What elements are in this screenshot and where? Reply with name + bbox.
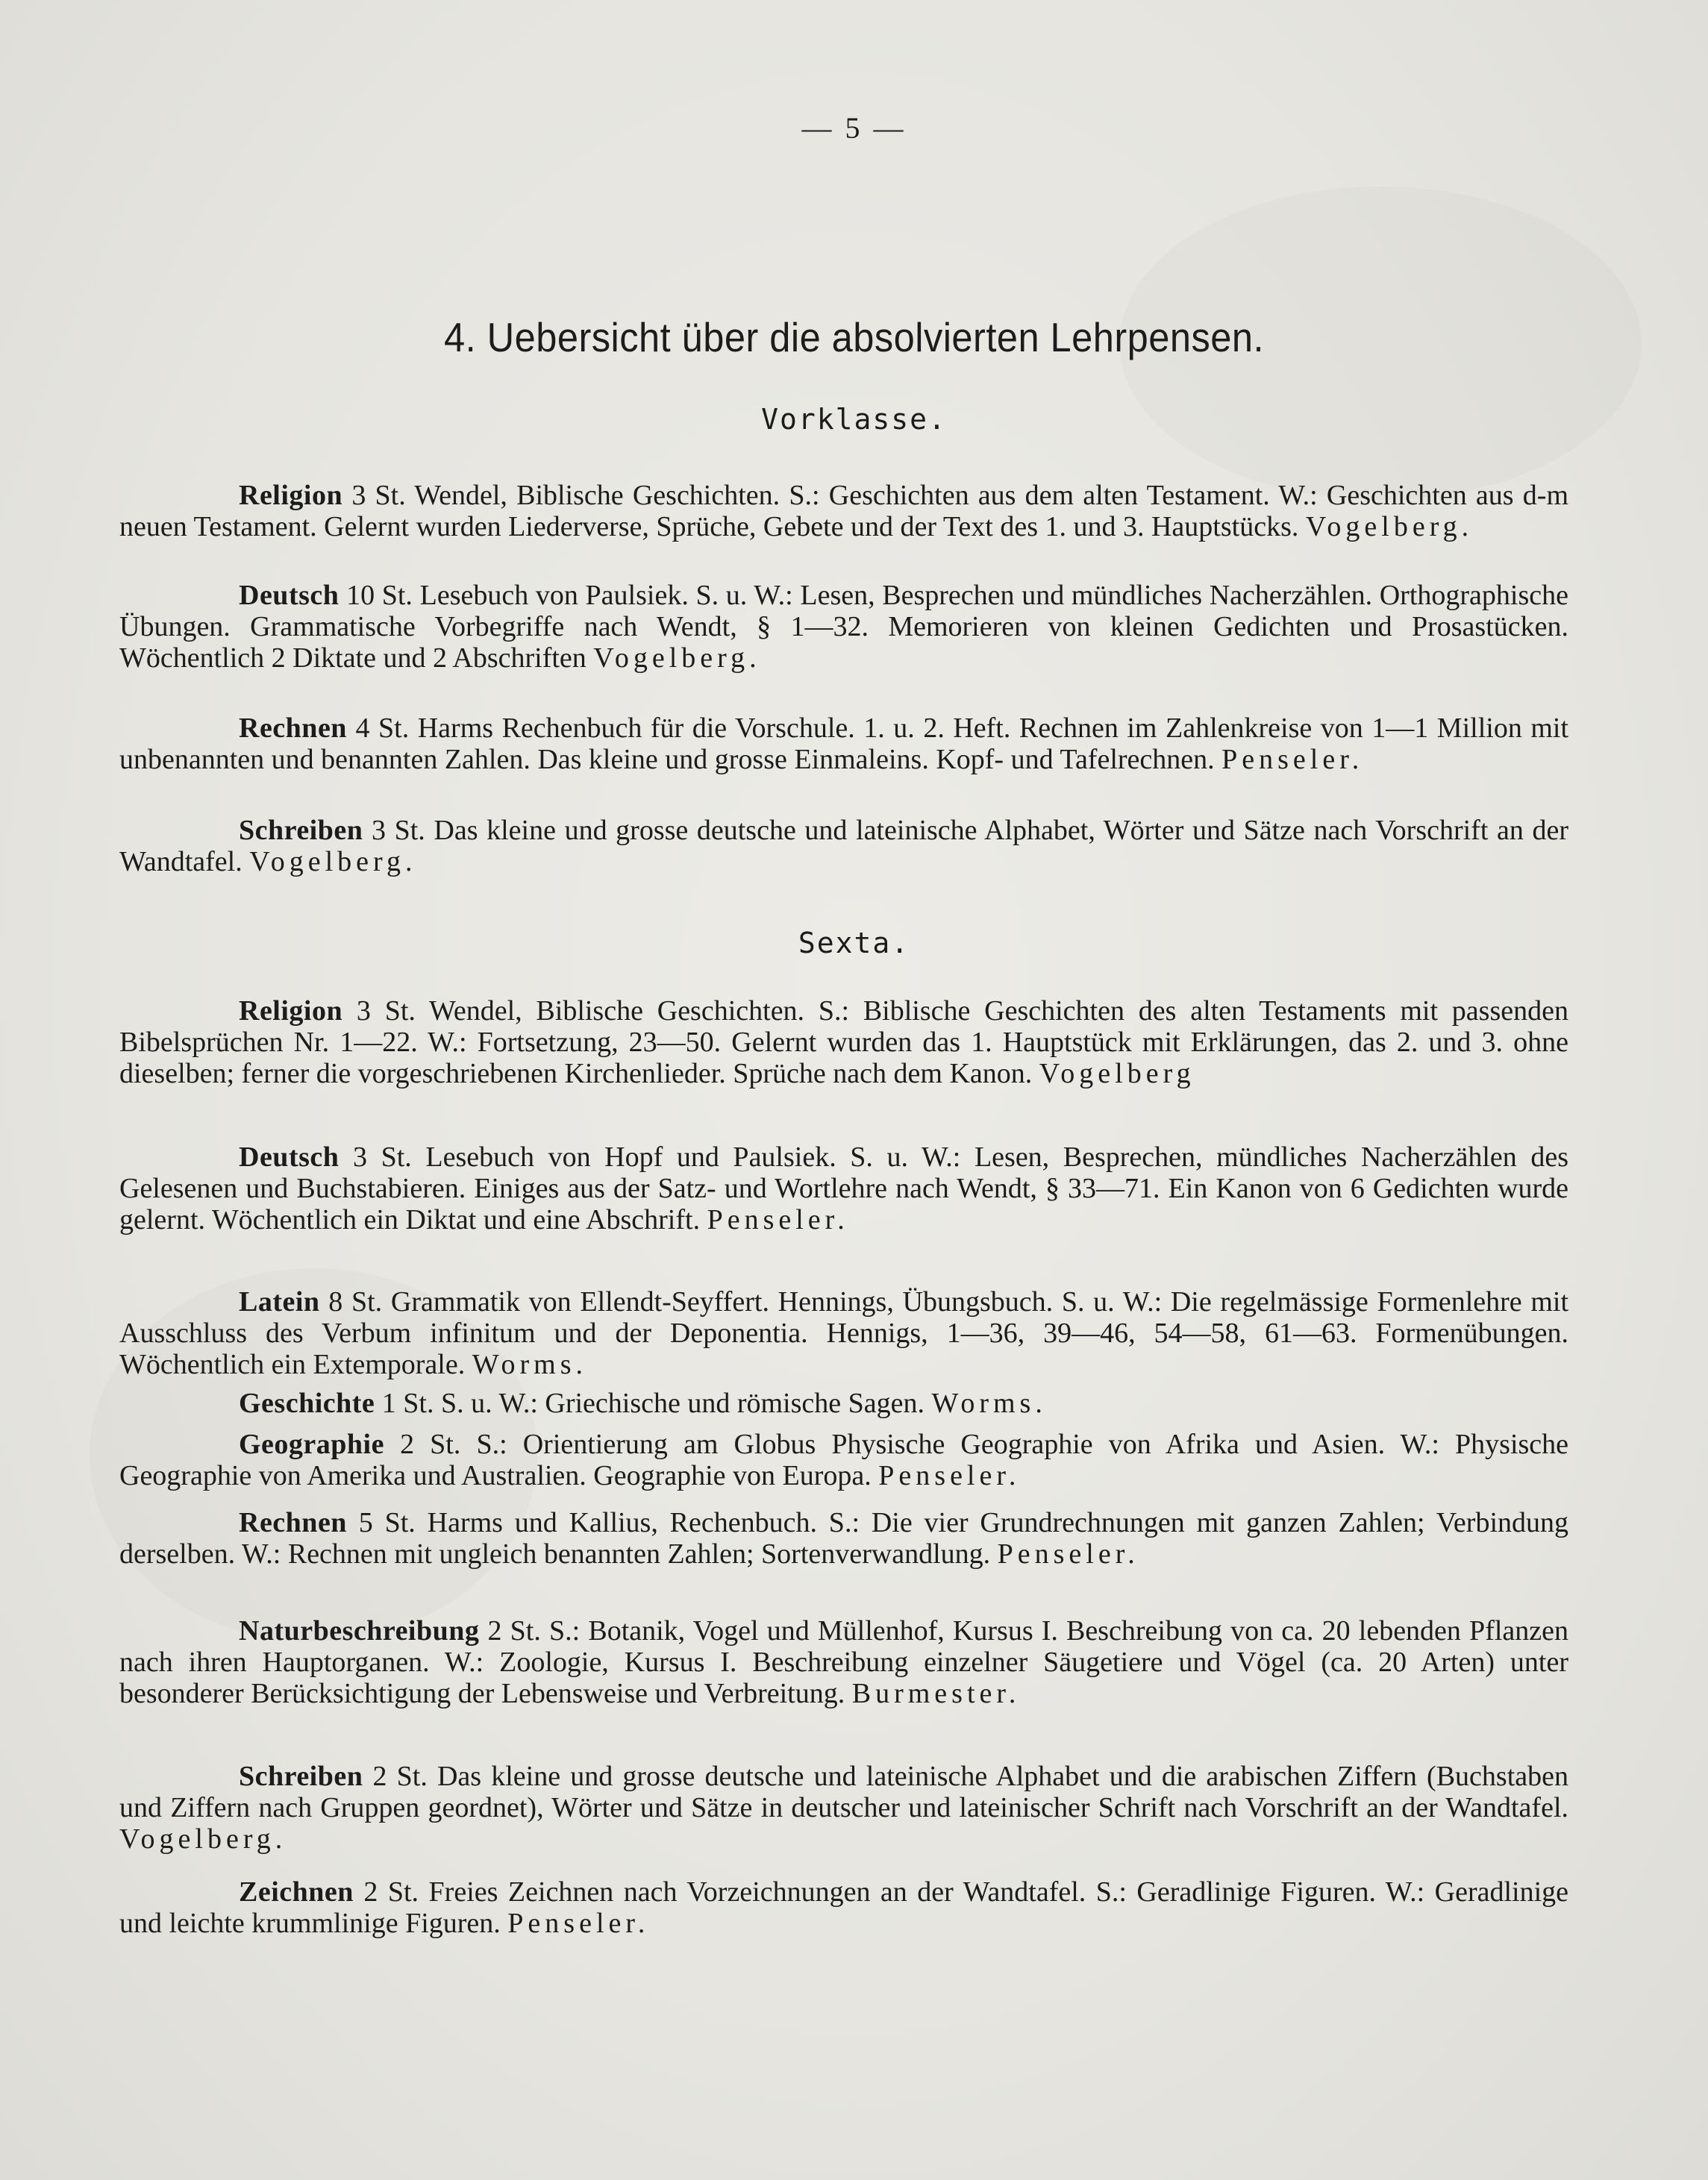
- teacher-name: Penseler.: [707, 1204, 849, 1235]
- teacher-name: Worms.: [931, 1388, 1047, 1419]
- entry-sexta-latein: [119, 1286, 1568, 1380]
- subject-name: Rechnen: [239, 712, 347, 744]
- teacher-name: Penseler.: [1221, 744, 1364, 775]
- section-heading-sexta: Sexta.: [798, 927, 910, 959]
- subject-description: S.: Botanik, Vogel und Müllenhof, Kursus I. Beschreibung von ca. 20 lebenden Pflanzen nach ihren Hauptorganen. W.: Zoologie, Kursus I. Beschreibung einzelner Säugetiere und Vögel (ca. 20 Arten) unter besonderer Berücksichtigung der Lebensweise und Verbreitung.: [119, 1615, 1569, 1709]
- page-number: — 5 —: [801, 111, 907, 145]
- teacher-name: Vogelberg: [1039, 1058, 1195, 1089]
- teacher-name: Worms.: [472, 1349, 588, 1380]
- subject-name: Geschichte: [239, 1388, 375, 1419]
- subject-description: Harms und Kallius, Rechenbuch. S.: Die vier Grundrechnungen mit ganzen Zahlen; Verbindung derselben. W.: Rechnen mit ungleich benannten Zahlen; Sortenverwandlung.: [119, 1507, 1569, 1570]
- subject-name: Deutsch: [239, 580, 340, 611]
- teacher-name: Penseler.: [997, 1538, 1139, 1570]
- subject-name: Naturbeschreibung: [239, 1615, 480, 1647]
- entry-sexta-geographie: [119, 1429, 1568, 1491]
- entry-sexta-religion: [119, 995, 1568, 1089]
- entry-vorklasse-schreiben: [119, 815, 1568, 877]
- entry-sexta-naturbeschreibung: [119, 1615, 1568, 1709]
- subject-hours: 3 St.: [371, 815, 425, 846]
- teacher-name: Vogelberg.: [249, 846, 417, 877]
- entry-sexta-zeichnen: [119, 1876, 1568, 1939]
- subject-name: Religion: [239, 480, 343, 511]
- entry-vorklasse-religion: [119, 480, 1568, 542]
- entry-sexta-geschichte: [119, 1388, 1568, 1419]
- entry-vorklasse-rechnen: [119, 712, 1568, 775]
- subject-description: Lesebuch von Hopf und Paulsiek. S. u. W.: Lesen, Besprechen, mündliches Nacherzählen des Gelesenen und Buchstabieren. Einiges aus der Satz- und Wortlehre nach Wendt, § 33—71. Ein Kanon von 6 Gedichten wurde gelernt. Wöchentlich ein Diktat und eine Abschrift.: [119, 1141, 1568, 1235]
- section-heading-vorklasse: Vorklasse.: [761, 403, 947, 436]
- entry-sexta-schreiben: [119, 1761, 1568, 1855]
- subject-hours: 4 St.: [355, 712, 410, 744]
- subject-name: Schreiben: [239, 815, 363, 846]
- subject-description: Freies Zeichnen nach Vorzeichnungen an der Wandtafel. S.: Geradlinige Figuren. W.: Geradlinige und leichte krummlinige Figuren.: [119, 1876, 1569, 1939]
- teacher-name: Penseler.: [878, 1460, 1021, 1491]
- subject-name: Latein: [239, 1286, 320, 1318]
- subject-hours: 2 St.: [487, 1615, 541, 1647]
- subject-hours: 3 St.: [356, 995, 416, 1027]
- teacher-name: Vogelberg.: [593, 642, 761, 674]
- teacher-name: Penseler.: [507, 1908, 650, 1939]
- subject-hours: 10 St.: [346, 580, 413, 611]
- page-title: 4. Uebersicht über die absolvierten Lehrpensen.: [444, 314, 1264, 360]
- subject-hours: 2 St.: [363, 1876, 419, 1908]
- subject-description: Grammatik von Ellendt-Seyffert. Hennings, Übungsbuch. S. u. W.: Die regelmässige Formenlehre mit Ausschluss des Verbum infinitum und der Deponentia. Hennigs, 1—36, 39—46, 54—58, 61—63. Formenübungen. Wöchentlich ein Extemporale.: [119, 1286, 1569, 1380]
- subject-hours: 5 St.: [358, 1507, 416, 1538]
- subject-hours: 3 St.: [351, 480, 406, 511]
- subject-name: Zeichnen: [239, 1876, 354, 1908]
- subject-description: Wendel, Biblische Geschichten. S.: Biblische Geschichten des alten Testaments mit passenden Bibelsprüchen Nr. 1—22. W.: Fortsetzung, 23—50. Gelernt wurden das 1. Hauptstück mit Erklärungen, das 2. und 3. ohne dieselben; ferner die vorgeschriebenen Kirchenlieder. Sprüche nach dem Kanon.: [119, 995, 1568, 1089]
- subject-description: Das kleine und grosse deutsche und lateinische Alphabet, Wörter und Sätze nach Vorschrift an der Wandtafel.: [119, 815, 1568, 877]
- entry-vorklasse-deutsch: [119, 580, 1568, 674]
- subject-hours: 1 St.: [381, 1388, 434, 1419]
- teacher-name: Vogelberg.: [1305, 511, 1474, 542]
- subject-hours: 2 St.: [400, 1429, 461, 1460]
- subject-hours: 2 St.: [372, 1761, 428, 1792]
- subject-description: S. u. W.: Griechische und römische Sagen.: [441, 1388, 925, 1419]
- subject-hours: 3 St.: [352, 1141, 412, 1173]
- subject-name: Deutsch: [239, 1141, 340, 1173]
- subject-name: Rechnen: [239, 1507, 347, 1538]
- subject-description: Das kleine und grosse deutsche und lateinische Alphabet und die arabischen Ziffern (Buchstaben und Ziffern nach Gruppen geordnet), Wörter und Sätze in deutscher und lateinischer Schrift nach Vorschrift an der Wandtafel.: [119, 1761, 1568, 1823]
- subject-description: Lesebuch von Paulsiek. S. u. W.: Lesen, Besprechen und mündliches Nacherzählen. Orthographische Übungen. Grammatische Vorbegriffe nach Wendt, § 1—32. Memorieren von kleinen Gedichten und Prosastücken. Wöchentlich 2 Diktate und 2 Abschriften: [119, 580, 1568, 674]
- subject-name: Religion: [239, 995, 343, 1027]
- entry-sexta-rechnen: [119, 1507, 1568, 1570]
- teacher-name: Vogelberg.: [119, 1823, 287, 1855]
- teacher-name: Burmester.: [851, 1678, 1021, 1709]
- subject-description: S.: Orientierung am Globus Physische Geographie von Afrika und Asien. W.: Physische Geographie von Amerika und Australien. Geographie von Europa.: [119, 1429, 1569, 1491]
- entry-sexta-deutsch: [119, 1141, 1568, 1235]
- subject-name: Geographie: [239, 1429, 384, 1460]
- subject-name: Schreiben: [239, 1761, 363, 1792]
- subject-description: Wendel, Biblische Geschichten. S.: Geschichten aus dem alten Testament. W.: Geschichten aus d-m neuen Testament. Gelernt wurden Liederverse, Sprüche, Gebete und der Text des 1. und 3. Hauptstücks.: [119, 480, 1569, 542]
- subject-description: Harms Rechenbuch für die Vorschule. 1. u. 2. Heft. Rechnen im Zahlenkreise von 1—1 Million mit unbenannten und benannten Zahlen. Das kleine und grosse Einmaleins. Kopf- und Tafelrechnen.: [119, 712, 1569, 775]
- subject-hours: 8 St.: [328, 1286, 383, 1318]
